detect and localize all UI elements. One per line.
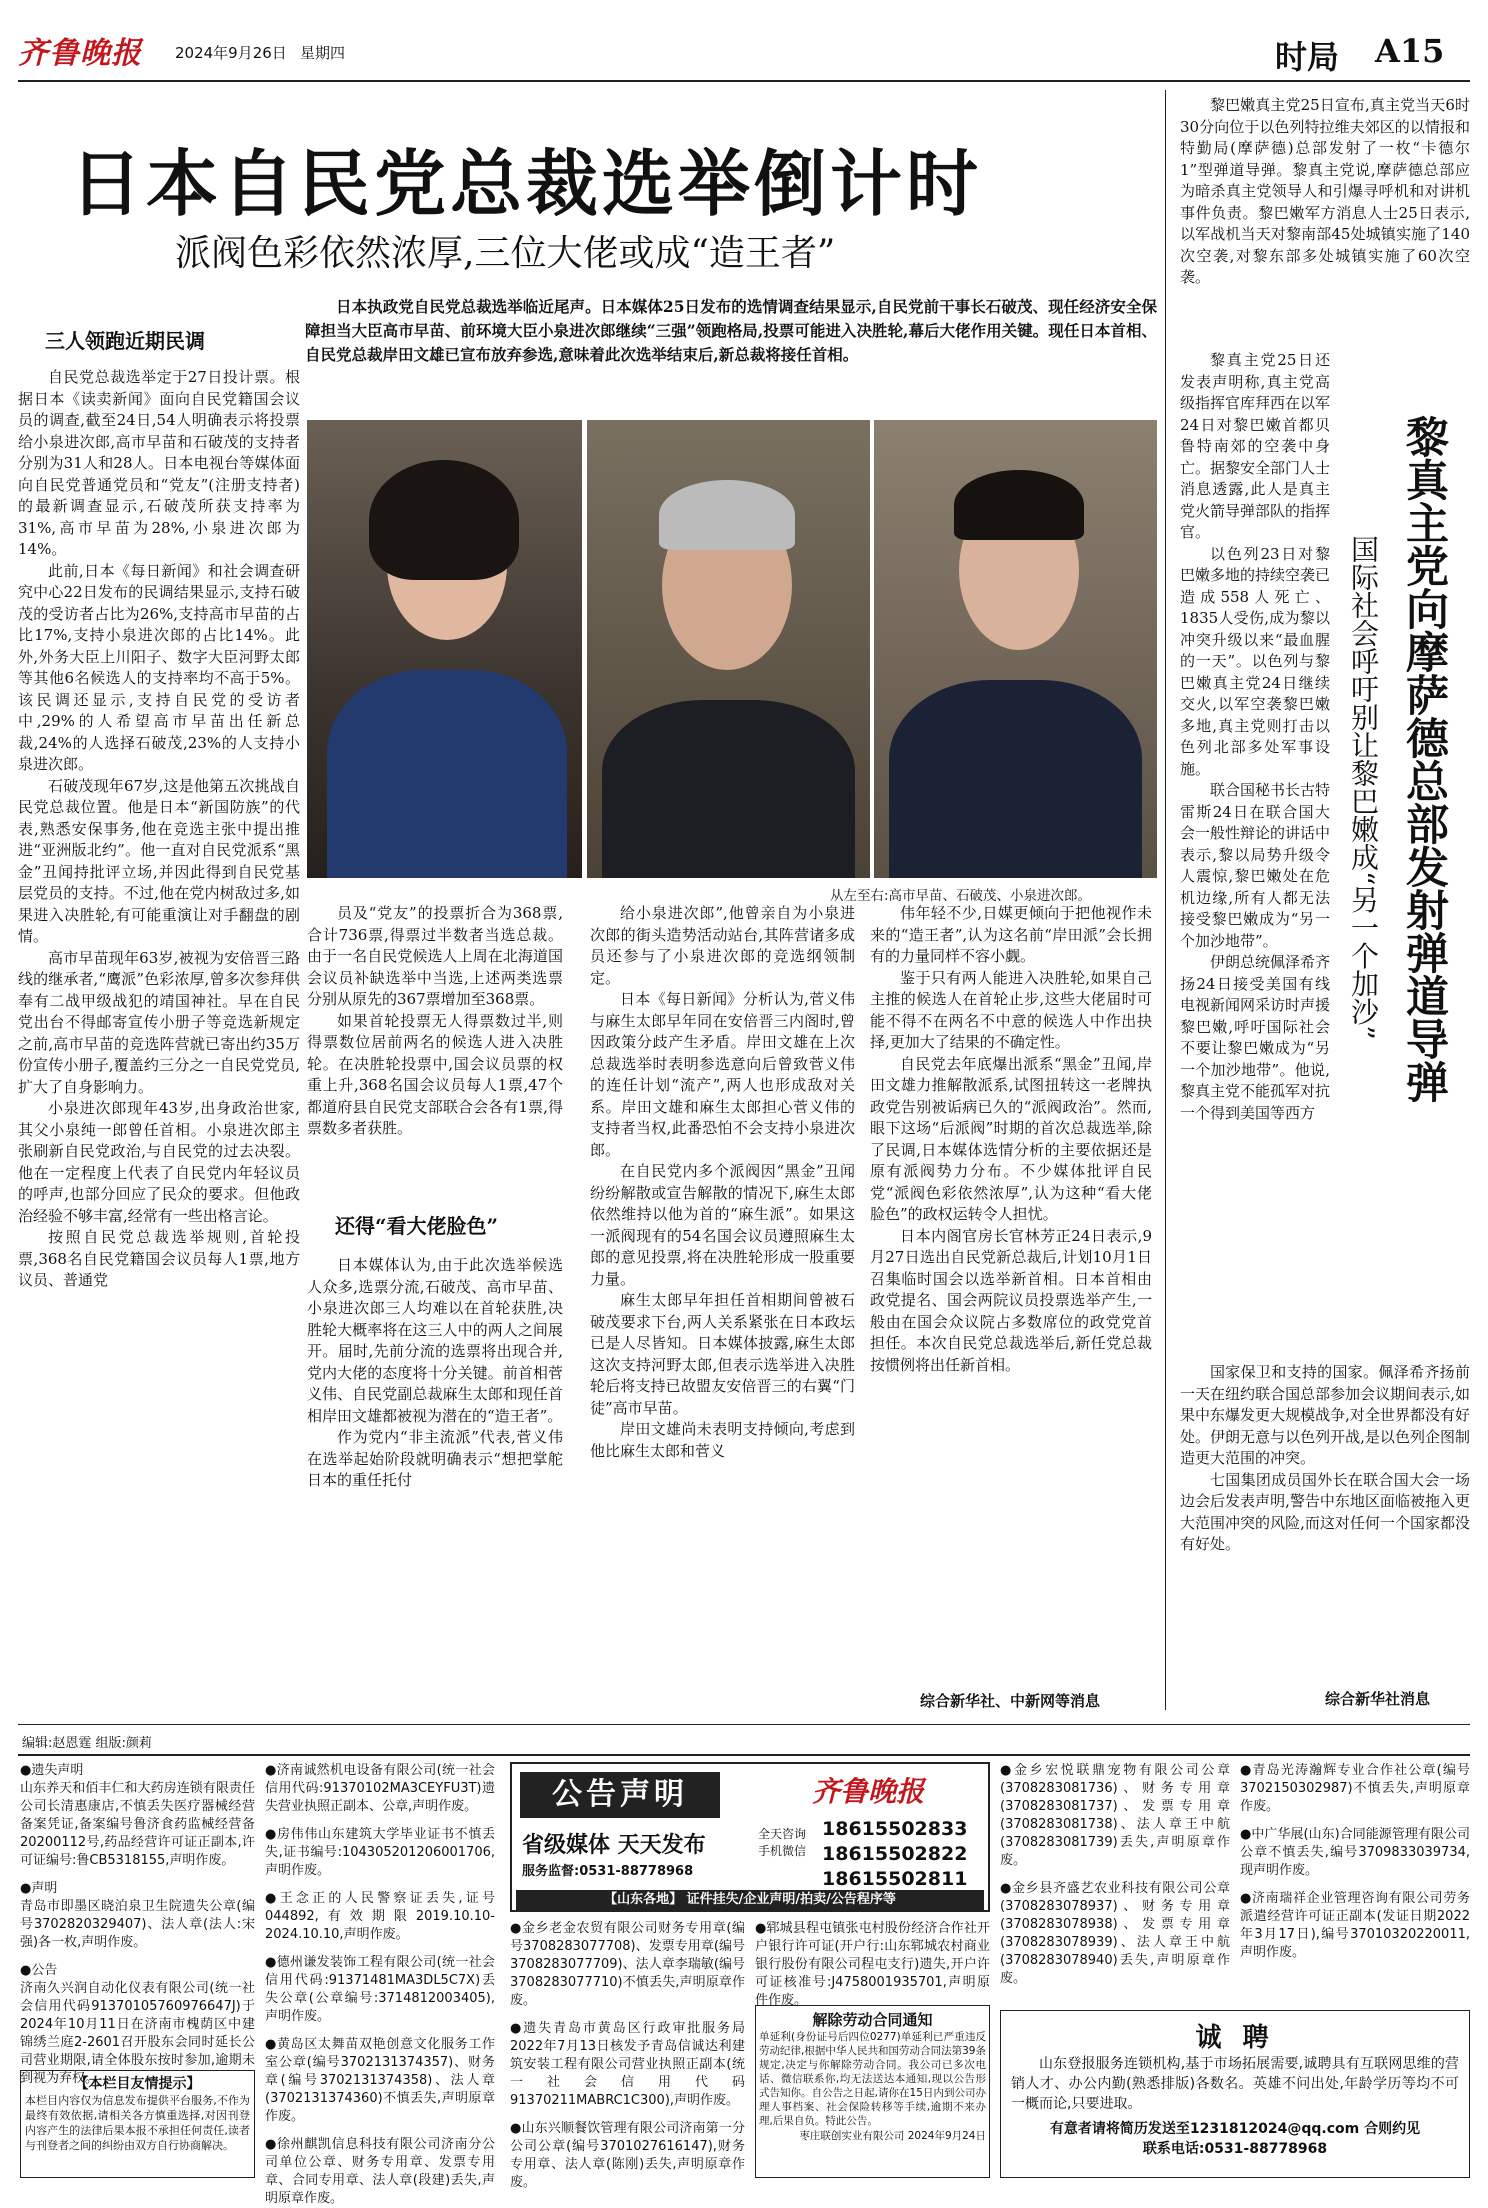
- ad-body: 公章(编号3702150302987)不慎丢失,声明原章作废。: [1240, 1763, 1470, 1814]
- ad-title: ●中广华展(山东): [1240, 1827, 1340, 1842]
- ad-title: ●金乡县齐盛艺农业科技有限公司: [1000, 1881, 1204, 1896]
- side-column-narrow: [1180, 350, 1330, 1360]
- paragraph: 作为党内“非主流派”代表,菅义伟在选举起始阶段就明确表示“想把掌舵日本的重任托付: [307, 1428, 563, 1489]
- ad-item: [1000, 1880, 1230, 1988]
- paragraph: 在自民党内多个派阀因“黑金”丑闻纷纷解散或宣告解散的情况下,麻生太郎依然维持以他为首的“麻生派”。如果这一派阀现有的54名国会议员遵照麻生太郎的意见投票,将在决胜轮形成一股重要力量。: [590, 1162, 855, 1288]
- ad-item: [20, 1880, 255, 1952]
- page-number: A15: [1375, 32, 1445, 70]
- ad-body: 单位公章、财务专用章、发票专用章、合同专用章、法人章(段建)丢失,声明原章作废。: [265, 2155, 495, 2206]
- photo-koizumi: [874, 420, 1157, 878]
- portrait-hair: [659, 480, 795, 550]
- side-subheadline: 国际社会呼吁别让黎巴嫩成“另一个加沙”: [1347, 535, 1380, 1040]
- banner-services: 【山东各地】 证件挂失/企业声明/拍卖/公告程序等: [516, 1890, 984, 1910]
- paragraph: 石破茂现年67岁,这是他第五次挑战自民党总裁位置。他是日本“新国防族”的代表,熟悉安保事务,他在竞选主张中提出推进“亚洲版北约”。他一直对自民党派系“黑金”丑闻持批评立场,并因此得到自民党基层党员的支持。不过,他在党内树敌过多,如果进入决胜轮,有可能重演让对手翻盘的剧情。: [18, 776, 300, 945]
- ad-text: [755, 1920, 990, 2010]
- ad-body: 合同能源管理有限公司公章不慎丢失,编号3709833039734,现声明作废。: [1240, 1827, 1470, 1878]
- ad-title: ●金乡老金农贸有限公司: [510, 1921, 659, 1936]
- ad-item: [265, 2036, 495, 2126]
- banner-phone-3: 18615502811: [822, 1868, 968, 1890]
- portrait-hair: [369, 460, 519, 580]
- ad-text: [1000, 1880, 1230, 1988]
- portrait-body: [889, 680, 1142, 878]
- ad-item: [265, 1762, 495, 1816]
- lead-paragraph: 日本执政党自民党总裁选举临近尾声。日本媒体25日发布的选情调查结果显示,自民党前干事长石破茂、现任经济安全保障担当大臣高市早苗、前环境大臣小泉进次郎继续“三强”领跑格局,投票可能进入决胜轮,幕后大佬作用关键。现任日本首相、自民党总裁岸田文雄已宣布放弃参选,意味着此次选举结束后,新总裁将接任首相。: [305, 297, 1157, 364]
- photo-ishiba: [587, 420, 870, 878]
- ad-text: [265, 1762, 495, 1816]
- paragraph: 日本《每日新闻》分析认为,菅义伟与麻生太郎早年同在安倍晋三内阁时,曾因政策分歧产生矛盾。岸田文雄在上次总裁选举时表明参选意向后曾致菅义伟的连任计划“流产”,两人也形成敌对关系。岸田文雄和麻生太郎担心菅义伟的支持者当权,此番恐怕不会支持小泉进次郎。: [590, 990, 855, 1159]
- ads-column-3a: [510, 1920, 746, 2190]
- banner-title: 公告声明: [520, 1772, 720, 1818]
- notice-text: 本栏目内容仅为信息发布提供平台服务,不作为最终有效依据,请相关各方慎重选择,对因刊登内容产生的法律后果本报不承担任何责任,读者与刊登者之间的纠纷由双方自行协商解决。: [25, 2094, 250, 2152]
- ad-item: [265, 1826, 495, 1880]
- ad-text: [265, 1890, 495, 1944]
- banner-paper: 齐鲁晚报: [812, 1775, 925, 1808]
- side-divider: [1165, 90, 1166, 1710]
- subhead-kingmakers: 还得“看大佬脸色”: [335, 1214, 499, 1238]
- ads-rule: [18, 1754, 1470, 1756]
- ad-item: [1000, 1762, 1230, 1870]
- paragraph: 麻生太郎早年担任首相期间曾被石破茂要求下台,两人关系紧张在日本政坛已是人尽皆知。日本媒体披露,麻生太郎这次支持河野太郎,但表示选举进入决胜轮后将支持已故盟友安倍晋三的右翼“门徒”高市早苗。: [590, 1291, 855, 1417]
- ad-body: 公章(3708283078937)、财务专用章(3708283078938)、发票专用章(3708283078939)、法人章王中航(3708283078940)丢失,声明原章作废。: [1000, 1881, 1230, 1986]
- paragraph: 给小泉进次郎”,他曾亲自为小泉进次郎的街头造势活动站台,其阵营诸多成员还参与了小泉进次郎的竞选纲领制定。: [590, 904, 855, 987]
- paragraph: 如果首轮投票无人得票数过半,则得票数位居前两名的候选人进入决胜轮。在决胜轮投票中,国会议员票的权重上升,368名国会议员每人1票,47个都道府县自民党支部联合会各有1票,得票数多者获胜。: [307, 1011, 563, 1137]
- ad-item: [20, 1762, 255, 1870]
- labor-title: 解除劳动合同通知: [812, 2011, 933, 2029]
- ad-text: 青岛市即墨区晓泊泉卫生院遗失公章(编号3702820329407)、法人章(法人:宋强)各一枚,声明作废。: [20, 1899, 255, 1950]
- side-byline: 综合新华社消息: [1325, 1690, 1431, 1708]
- ad-title: ●遗失声明: [20, 1763, 84, 1778]
- ad-title: ●郓城县程屯镇张屯村股份经济合作社: [755, 1921, 977, 1936]
- recruit-title: 诚 聘: [1195, 2023, 1275, 2053]
- ad-title: ●德州谦发装饰工程有限公司: [265, 1955, 437, 1970]
- labor-notice: [755, 2005, 990, 2178]
- paragraph: 鉴于只有两人能进入决胜轮,如果自己主推的候选人在首轮止步,这些大佬届时可能不得不在两名不中意的候选人中作出抉择,更加大了结果的不确定性。: [870, 968, 1152, 1051]
- ad-text: [265, 1954, 495, 2026]
- ad-title: ●徐州麒凯信息科技有限公司济南分公司: [265, 2137, 495, 2170]
- paragraph: 日本内阁官房长官林芳正24日表示,9月27日选出自民党新总裁后,计划10月1日召集临时国会以选举新首相。日本首相由政党提名、国会两院议员投票选举产生,一般由在国会众议院占多数席位的政党党首担任。本次自民党总裁选举后,新任党总裁按惯例将出任新首相。: [870, 1226, 1152, 1374]
- ad-text: [510, 2020, 745, 2110]
- portrait-body: [327, 670, 567, 878]
- portrait-hair: [954, 470, 1084, 540]
- ad-title: ●黄岛区太舞苗双艳创意文化服务工作室: [265, 2037, 495, 2070]
- ad-body: 山东建筑大学毕业证书不慎丢失,证书编号:104305201206001706,声明作废。: [265, 1827, 495, 1878]
- paragraph: 小泉进次郎现年43岁,出身政治世家,其父小泉纯一郎曾任首相。小泉进次郎主张刷新自民党政治,与自民党的过去决裂。他在一定程度上代表了自民党内年轻议员的呼声,也部分回应了民众的要求。但他政治经验不够丰富,经常有一些出格言论。: [18, 1099, 300, 1225]
- recruit-box: [1000, 2010, 1470, 2178]
- byline: 综合新华社、中新网等消息: [920, 1692, 1101, 1710]
- article-column-1: [18, 367, 300, 1712]
- ad-text: [265, 1826, 495, 1880]
- ad-text: [1000, 1762, 1230, 1870]
- recruit-phone: 联系电话:0531-88778968: [1142, 2141, 1328, 2157]
- masthead-weekday: 星期四: [300, 44, 346, 62]
- ad-text: [265, 2136, 495, 2208]
- paragraph: 黎巴嫩真主党25日宣布,真主党当天6时30分向位于以色列特拉维夫郊区的以情报和特勤局(摩萨德)总部发射了一枚“卡德尔1”型弹道导弹。黎真主党说,摩萨德总部应为暗杀真主党领导人和引爆寻呼机和对讲机事件负责。黎巴嫩军方消息人士25日表示,以军战机当天对黎南部45处城镇实施了140次空袭,对黎东部多处城镇实施了60次空袭。: [1180, 96, 1470, 286]
- recruit-contact: 有意者请将简历发送至1231812024@qq.com 合则约见: [1049, 2121, 1421, 2137]
- main-headline: 日本自民党总裁选举倒计时: [70, 141, 983, 226]
- ad-body: 财务专用章(编号3708283077708)、发票专用章(编号3708283077709)、法人章李瑞敏(编号3708283077710)不慎丢失,声明原章作废。: [510, 1921, 746, 2008]
- photo-strip: [307, 420, 1157, 878]
- ad-title: ●遗失青岛市黄岛区行政审批服务局: [510, 2021, 745, 2036]
- paragraph: 日本媒体认为,由于此次选举候选人众多,选票分流,石破茂、高市早苗、小泉进次郎三人均难以在首轮获胜,决胜轮大概率将在这三人中的两人之间展开。届时,先前分流的选票将出现合并,党内大佬的态度将十分关键。前首相菅义伟、自民党副总裁麻生太郎和现任首相岸田文雄都被视为潜在的“造王者”。: [307, 1256, 563, 1425]
- ad-item: [1240, 1762, 1470, 1816]
- masthead-rule: [18, 80, 1470, 82]
- paragraph: 此前,日本《每日新闻》和社会调查研究中心22日发布的民调结果显示,支持石破茂的受访者占比为26%,支持高市早苗的占比17%,支持小泉进次郎的占比14%。此外,外务大臣上川阳子、数字大臣河野太郎等其他6名候选人的支持率均不高于5%。该民调还显示,支持自民党的受访者中,29%的人希望高市早苗出任新总裁,24%的人选择石破茂,23%的人支持小泉进次郎。: [18, 561, 300, 773]
- ad-title: ●山东兴顺餐饮管理有限公司: [510, 2121, 680, 2136]
- ad-title: ●青岛光涛瀚辉专业合作社: [1240, 1763, 1409, 1778]
- ad-title: ●济南诚然机电设备有限公司: [265, 1763, 437, 1778]
- ad-title: ●房伟伟: [265, 1827, 319, 1842]
- ad-item: [510, 1920, 745, 2010]
- ad-title: ●公告: [20, 1963, 58, 1978]
- paragraph: 自民党总裁选举定于27日投计票。根据日本《读卖新闻》面向自民党籍国会议员的调查,截至24日,54人明确表示将投票给小泉进次郎,高市早苗和石破茂的支持者分别为31人和28人。日本电视台等媒体面向自民党普通党员和“党友”(注册支持者)的最新调查显示,石破茂所获支持率为31%,高市早苗为28%,小泉进次郎为14%。: [18, 368, 300, 558]
- banner-hotline: 服务监督:0531-88778968: [522, 1864, 694, 1879]
- ad-body: 劳务派遣经营许可证正副本(发证日期2022年3月17日),编号37010320220011,声明作废。: [1240, 1891, 1470, 1960]
- paragraph: 以色列23日对黎巴嫩多地的持续空袭已造成558人死亡、1835人受伤,成为黎以冲突升级以来“最血腥的一天”。以色列与黎巴嫩真主党24日继续交火,以军空袭黎巴嫩多地,真主党则打击以色列北部多处军事设施。: [1180, 544, 1331, 778]
- paragraph: 黎真主党25日还发表声明称,真主党高级指挥官库拜西在以军24日对黎巴嫩首都贝鲁特南郊的空袭中身亡。据黎安全部门人士消息透露,此人是真主党火箭导弹部队的指挥官。: [1180, 351, 1331, 541]
- ad-text: [510, 1920, 745, 2010]
- ads-column-5: [1240, 1762, 1470, 2002]
- ad-text: 山东养天和佰丰仁和大药房连锁有限责任公司长清惠康店,不慎丢失医疗器械经营备案凭证,备案编号鲁济食药监械经营备20200112号,药品经营许可证正副本,许可证编号:鲁CB5318155,声明作废。: [20, 1781, 255, 1868]
- ad-text: [510, 2120, 745, 2192]
- notice-box: [20, 2070, 255, 2178]
- labor-sign: 枣庄联创实业有限公司 2024年9月24日: [799, 2130, 986, 2142]
- ad-title: ●金乡宏悦联鼎宠物有限公司: [1000, 1763, 1202, 1778]
- ad-item: [510, 2120, 745, 2192]
- ad-item: [755, 1920, 990, 2010]
- paragraph: 七国集团成员国外长在联合国大会一场边会后发表声明,警告中东地区面临被拖入更大范围冲突的风险,而这对任何一个国家都没有好处。: [1180, 1470, 1470, 1553]
- article-column-2b: [307, 1255, 563, 1712]
- ad-title: ●济南瑞祥企业管理咨询有限公司: [1240, 1891, 1444, 1906]
- ad-item: [265, 1954, 495, 2026]
- recruit-text: 山东登报服务连锁机构,基于市场拓展需要,诚聘具有互联网思维的营销人才、办公内勤(熟悉排版)各数名。英雄不问出处,年龄学历等均不可一概而论,只要进取。: [1011, 2056, 1459, 2112]
- ad-text: [1240, 1826, 1470, 1880]
- paragraph: 伊朗总统佩泽希齐扬24日接受美国有线电视新闻网采访时声援黎巴嫩,呼吁国际社会不要让黎巴嫩成为“另一个加沙地带”。他说,黎真主党不能孤军对抗一个得到美国等西方: [1180, 953, 1331, 1122]
- ad-body: (统一社会信用代码:91370102MA3CEYFU3T)遗失营业执照正副本、公章,声明作废。: [265, 1763, 495, 1814]
- paragraph: 岸田文雄尚未表明支持倾向,考虑到他比麻生太郎和菅义: [590, 1420, 855, 1460]
- banner-phone-1: 18615502833: [822, 1818, 968, 1840]
- ads-column-3b: [755, 1920, 990, 2008]
- ad-item: [510, 2020, 745, 2110]
- paragraph: 自民党去年底爆出派系“黑金”丑闻,岸田文雄力推解散派系,试图扭转这一老牌执政党告别被诟病已久的“派阀政治”。然而,眼下这场“后派阀”时期的首次总裁选举,除了民调,日本媒体选情分析的主要依据还是原有派阀势力分布。不少媒体批评自民党“派阀色彩依然浓厚”,认为这种“看大佬脸色”的政权运转令人担忧。: [870, 1054, 1152, 1223]
- ad-item: [265, 2136, 495, 2208]
- banner-phone-2: 18615502822: [822, 1843, 968, 1865]
- photo-caption: 从左至右:高市早苗、石破茂、小泉进次郎。: [830, 888, 1092, 904]
- ad-body: 丢失,证号044892,有效期限2019.10.10-2024.10.10,声明作废。: [265, 1891, 495, 1942]
- ad-title: ●声明: [20, 1881, 58, 1896]
- ad-body: 公章(编号3702131374357)、财务章(编号3702131374358)、法人章(3702131374360)不慎丢失,声明原章作废。: [265, 2055, 495, 2124]
- ad-text: [265, 2036, 495, 2126]
- ad-body: 开户银行许可证(开户行:山东郓城农村商业银行股份有限公司程屯支行)遗失,开户许可证核准号:J4758001935701,声明原件作废。: [755, 1921, 990, 2008]
- ad-body: 济南第一分公司公章(编号3701027616147),财务专用章、法人章(陈刚)丢失,声明原章作废。: [510, 2121, 745, 2190]
- editors-rule: [18, 1724, 1470, 1725]
- paragraph: 国家保卫和支持的国家。佩泽希齐扬前一天在纽约联合国总部参加会议期间表示,如果中东爆发更大规模战争,对全世界都没有好处。伊朗无意与以色列开战,是以色列企图制造更大范围的冲突。: [1180, 1363, 1470, 1467]
- article-column-3: [590, 903, 855, 1713]
- ads-column-4: [1000, 1762, 1230, 2002]
- side-column-top: [1180, 95, 1470, 345]
- editors-line: 编辑:赵恩霆 组版:颜莉: [22, 1736, 152, 1751]
- ad-text: [1240, 1762, 1470, 1816]
- banner-slogan: 省级媒体 天天发布: [522, 1832, 706, 1858]
- ad-item: [1240, 1826, 1470, 1880]
- section-name: 时局: [1275, 38, 1340, 76]
- portrait-body: [602, 700, 855, 878]
- ads-column-2: [265, 1762, 495, 2206]
- paragraph: 联合国秘书长古特雷斯24日在联合国大会一般性辩论的讲话中表示,黎以局势升级令人震惊,黎巴嫩处在危机边缘,所有人都无法接受黎巴嫩成为“另一个加沙地带”。: [1180, 781, 1331, 950]
- ad-body: (统一社会信用代码:91371481MA3DL5C7X)丢失公章(公章编号:3714812003405),声明作废。: [265, 1955, 495, 2024]
- side-headline: 黎真主党向摩萨德总部发射弹道导弹: [1399, 415, 1449, 1103]
- ad-body: 2022年7月13日核发予青岛信诚达利建筑安装工程有限公司营业执照正副本(统一社会信用代码91370211MABRC1C300),声明作废。: [510, 2039, 745, 2108]
- banner-phone-label: 全天咨询 手机微信: [757, 1827, 806, 1858]
- labor-text: 单延利(身份证号后四位0277)单延利已严重违反劳动纪律,根据中华人民共和国劳动合同法第39条规定,决定与你解除劳动合同。我公司已多次电话、微信联系你,均无法送达本通知,现以公告形式告知你。自公告之日起,请你在15日内到公司办理人事档案、社会保险转移等手续,逾期不来办理,后果自负。特此公告。: [759, 2031, 986, 2127]
- paragraph: 按照自民党总裁选举规则,首轮投票,368名自民党籍国会议员每人1票,地方议员、普通党: [18, 1228, 300, 1289]
- photo-takaichi: [307, 420, 582, 878]
- ad-body: 公章(3708283081736)、财务专用章(3708283081737)、发票专用章(3708283081738)、法人章王中航(3708283081739)丢失,声明原章作废。: [1000, 1763, 1230, 1868]
- paragraph: 员及“党友”的投票折合为368票,合计736票,得票过半数者当选总裁。由于一名自民党候选人上周在北海道国会议员补缺选举中当选,上述两类选票分别从原先的367票增加至368票。: [307, 904, 563, 1008]
- notice-banner: [510, 1762, 990, 1912]
- ad-item: [1240, 1890, 1470, 1962]
- paragraph: 伟年轻不少,日媒更倾向于把他视作未来的“造王者”,认为这名前“岸田派”会长拥有的力量同样不容小觑。: [870, 904, 1152, 965]
- ad-title: ●王念正的人民警察证: [265, 1891, 426, 1906]
- paragraph: 高市早苗现年63岁,被视为安倍晋三路线的继承者,“鹰派”色彩浓厚,曾多次参拜供奉有二战甲级战犯的靖国神社。早在自民党出台不得邮寄宣传小册子等竞选新规定之前,高市早苗的竞选阵营就已寄出约35万份宣传小册子,覆盖约三分之一自民党党员,扩大了自身影响力。: [18, 948, 300, 1096]
- side-column-bottom: [1180, 1362, 1470, 1707]
- ad-text: [1240, 1890, 1470, 1962]
- main-subheadline: 派阀色彩依然浓厚,三位大佬或成“造王者”: [175, 233, 836, 274]
- ad-item: [265, 1890, 495, 1944]
- notice-title: 【本栏目友情提示】: [74, 2076, 201, 2092]
- masthead-date: 2024年9月26日: [175, 44, 287, 62]
- masthead-logo: 齐鲁晚报: [18, 36, 142, 71]
- ad-text: 济南久兴润自动化仪表有限公司(统一社会信用代码91370105760976647J)于2024年10月11日在济南市槐荫区中建锦绣兰庭2-2601召开股东会同时延长公司营业期限,请全体股东按时参加,逾期未到视为弃权。: [20, 1981, 255, 2086]
- subhead-polls: 三人领跑近期民调: [45, 329, 205, 353]
- article-column-4: [870, 903, 1152, 1678]
- article-column-2: [307, 903, 563, 1173]
